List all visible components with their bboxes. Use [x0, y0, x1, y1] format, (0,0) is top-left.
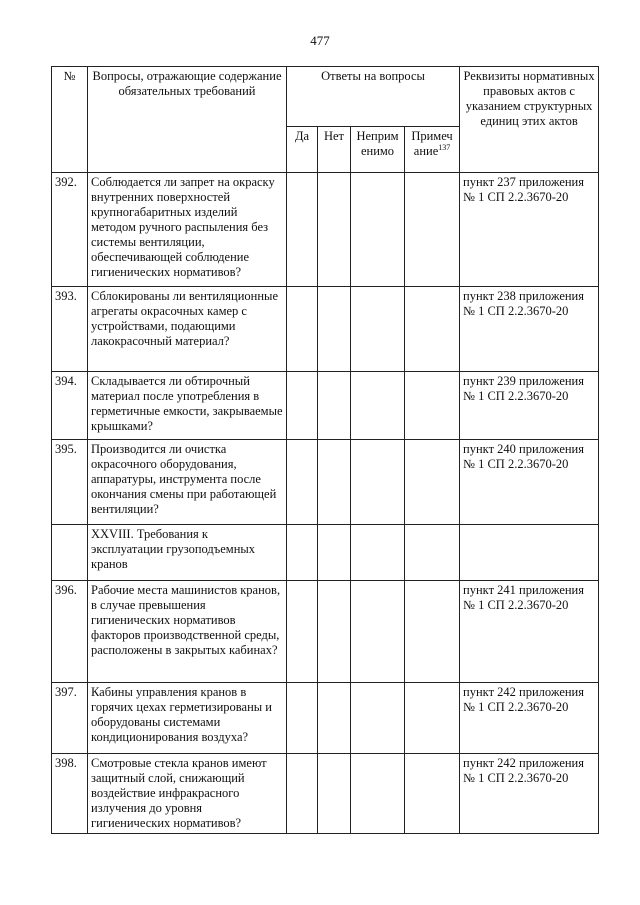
header-note	[405, 127, 460, 173]
answer-yes-cell	[287, 372, 318, 440]
row-reference: пункт 237 приложения № 1 СП 2.2.3670-20	[460, 173, 599, 287]
answer-note-cell	[405, 372, 460, 440]
row-question: Рабочие места машинистов кранов, в случае превышения гигиенических нормативов факторов производственной среды, расположены в закрытых кабинах?	[88, 581, 287, 683]
answer-yes-cell	[287, 754, 318, 834]
table-row	[52, 440, 599, 525]
answer-not-applicable-cell	[351, 683, 405, 754]
table-row	[52, 287, 599, 372]
row-question: Сблокированы ли вентиляционные агрегаты окрасочных камер с устройствами, подающими лакокрасочный материал?	[88, 287, 287, 372]
row-number: 396.	[52, 581, 88, 683]
checklist-table	[51, 66, 599, 834]
header-requisites: Реквизиты нормативных правовых актов с указанием структурных единиц этих актов	[460, 67, 599, 173]
answer-not-applicable-cell	[351, 287, 405, 372]
row-number: 395.	[52, 440, 88, 525]
row-question: Складывается ли обтирочный материал после употребления в герметичные емкости, закрываемые крышками?	[88, 372, 287, 440]
answer-yes-cell	[287, 683, 318, 754]
header-num: №	[52, 67, 88, 173]
table-row	[52, 173, 599, 287]
row-number: 398.	[52, 754, 88, 834]
row-question: Соблюдается ли запрет на окраску внутренних поверхностей крупногабаритных изделий методом ручного распыления без системы вентиляции, обеспечивающей соблюдение гигиенических нормативов?	[88, 173, 287, 287]
header-no: Нет	[318, 127, 351, 173]
answer-note-cell	[405, 683, 460, 754]
answer-not-applicable-cell	[351, 754, 405, 834]
row-reference: пункт 242 приложения № 1 СП 2.2.3670-20	[460, 754, 599, 834]
row-question: Смотровые стекла кранов имеют защитный слой, снижающий воздействие инфракрасного излучения до уровня гигиенических нормативов?	[88, 754, 287, 834]
answer-yes-cell	[287, 440, 318, 525]
empty-cell	[460, 525, 599, 581]
header-note-label: Примеч ание	[411, 129, 453, 158]
table-row	[52, 372, 599, 440]
table-body	[52, 173, 599, 834]
answer-not-applicable-cell	[351, 581, 405, 683]
empty-cell	[351, 525, 405, 581]
header-questions: Вопросы, отражающие содержание обязательных требований	[88, 67, 287, 173]
row-reference: пункт 242 приложения № 1 СП 2.2.3670-20	[460, 683, 599, 754]
empty-cell	[287, 525, 318, 581]
row-reference: пункт 240 приложения № 1 СП 2.2.3670-20	[460, 440, 599, 525]
row-reference: пункт 241 приложения № 1 СП 2.2.3670-20	[460, 581, 599, 683]
answer-no-cell	[318, 287, 351, 372]
row-number: 397.	[52, 683, 88, 754]
answer-note-cell	[405, 173, 460, 287]
answer-note-cell	[405, 440, 460, 525]
row-reference: пункт 238 приложения № 1 СП 2.2.3670-20	[460, 287, 599, 372]
header-yes: Да	[287, 127, 318, 173]
row-question: Кабины управления кранов в горячих цехах герметизированы и оборудованы системами кондиционирования воздуха?	[88, 683, 287, 754]
answer-yes-cell	[287, 287, 318, 372]
row-reference: пункт 239 приложения № 1 СП 2.2.3670-20	[460, 372, 599, 440]
answer-no-cell	[318, 683, 351, 754]
header-not-applicable: Неприм енимо	[351, 127, 405, 173]
table-row	[52, 754, 599, 834]
header-note-footnote: 137	[438, 142, 451, 152]
row-num-cell	[52, 525, 88, 581]
answer-no-cell	[318, 754, 351, 834]
empty-cell	[405, 525, 460, 581]
answer-not-applicable-cell	[351, 173, 405, 287]
answer-no-cell	[318, 440, 351, 525]
answer-note-cell	[405, 754, 460, 834]
header-answers: Ответы на вопросы	[287, 67, 460, 127]
answer-not-applicable-cell	[351, 440, 405, 525]
answer-no-cell	[318, 372, 351, 440]
section-title: XXVIII. Требования к эксплуатации грузоподъемных кранов	[88, 525, 287, 581]
answer-yes-cell	[287, 173, 318, 287]
answer-no-cell	[318, 173, 351, 287]
row-question: Производится ли очистка окрасочного оборудования, аппаратуры, инструмента после окончания смены при работающей вентиляции?	[88, 440, 287, 525]
table-row	[52, 525, 599, 581]
row-number: 393.	[52, 287, 88, 372]
row-number: 392.	[52, 173, 88, 287]
answer-yes-cell	[287, 581, 318, 683]
answer-note-cell	[405, 581, 460, 683]
answer-not-applicable-cell	[351, 372, 405, 440]
row-number: 394.	[52, 372, 88, 440]
table-row	[52, 581, 599, 683]
answer-note-cell	[405, 287, 460, 372]
table-row	[52, 683, 599, 754]
answer-no-cell	[318, 581, 351, 683]
empty-cell	[318, 525, 351, 581]
page-number: 477	[310, 33, 330, 48]
